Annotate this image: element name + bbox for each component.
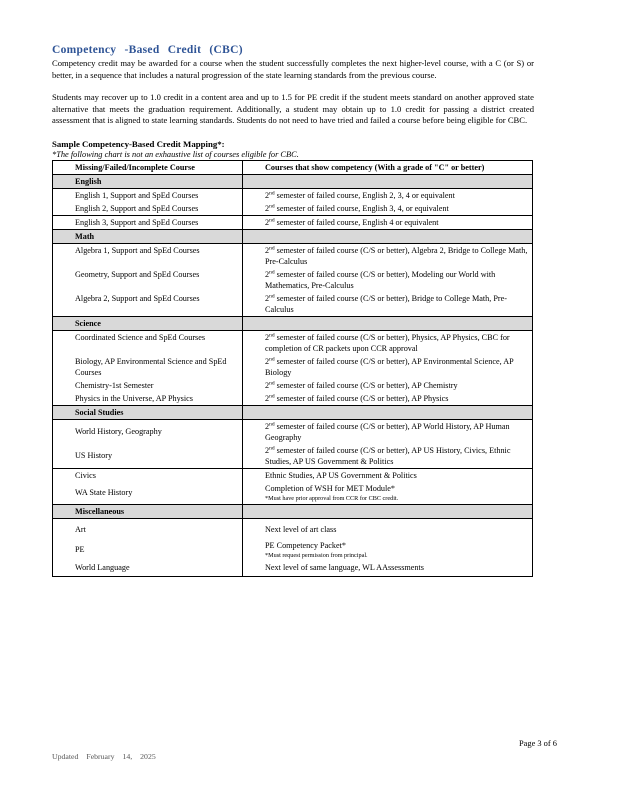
course-cell: Physics in the Universe, AP Physics (53, 392, 243, 406)
competency-cell: 2nd semester of failed course (C/S or better), AP Environmental Science, AP Biology (243, 355, 533, 379)
table-row (53, 561, 533, 577)
section-label: Social Studies (53, 405, 243, 419)
table-header-row (53, 160, 533, 174)
course-cell: Geometry, Support and SpEd Courses (53, 268, 243, 292)
course-cell: Art (53, 518, 243, 536)
course-cell: English 2, Support and SpEd Courses (53, 202, 243, 216)
table-row (53, 392, 533, 406)
competency-cell: Ethnic Studies, AP US Government & Politics (243, 468, 533, 482)
course-cell: Coordinated Science and SpEd Courses (53, 330, 243, 355)
competency-cell: 2nd semester of failed course (C/S or better), AP World History, AP Human Geography (243, 419, 533, 444)
competency-cell: 2nd semester of failed course (C/S or better), Algebra 2, Bridge to College Math, Pre-Calculus (243, 243, 533, 268)
course-cell: Biology, AP Environmental Science and SpEd Courses (53, 355, 243, 379)
table-row (53, 202, 533, 216)
competency-cell: Completion of WSH for MET Module* *Must have prior approval from CCR for CBC credit. (243, 482, 533, 505)
section-label: Math (53, 229, 243, 243)
page-number: Page 3 of 6 (519, 739, 557, 748)
table-row (53, 243, 533, 268)
table-row (53, 268, 533, 292)
section-row-social-studies (53, 405, 533, 419)
course-cell: PE (53, 536, 243, 561)
document-page (52, 44, 534, 577)
course-cell: World History, Geography (53, 419, 243, 444)
cbc-paragraph-2: Students may recover up to 1.0 credit in a content area and up to 1.5 for PE credit if the student meets standard on another approved state alternative that meets the graduation requirement. Additionally, a student may obtain up to 1.0 credit for passing a district created assessment that is aligned to state learning standards. Students do not need to have tried and failed a course before being eligible for CBC. (52, 92, 534, 126)
cbc-paragraph-1: Competency credit may be awarded for a course when the student successfully completes the next higher-level course, with a C (or S) or better, in a sequence that includes a natural progression of the state learning standards from the previous course. (52, 58, 534, 80)
course-cell: World Language (53, 561, 243, 577)
section-row-math (53, 229, 533, 243)
permission-note: *Must request permission from principal. (265, 551, 368, 559)
competency-cell: 2nd semester of failed course, English 2, 3, 4 or equivalent (243, 188, 533, 202)
competency-cell: 2nd semester of failed course (C/S or better), AP US History, Civics, Ethnic Studies, AP US Government & Politics (243, 444, 533, 469)
table-row (53, 330, 533, 355)
course-cell: English 3, Support and SpEd Courses (53, 215, 243, 229)
section-label: Science (53, 316, 243, 330)
table-row (53, 468, 533, 482)
section-row-miscellaneous (53, 504, 533, 518)
competency-cell: 2nd semester of failed course (C/S or better), AP Physics (243, 392, 533, 406)
competency-cell: PE Competency Packet* *Must request permission from principal. (243, 536, 533, 561)
competency-cell: 2nd semester of failed course (C/S or better), Bridge to College Math, Pre-Calculus (243, 292, 533, 317)
table-row (53, 419, 533, 444)
table-row (53, 355, 533, 379)
competency-cell: Next level of art class (243, 518, 533, 536)
mapping-note: *The following chart is not an exhaustive list of courses eligible for CBC. (52, 149, 299, 159)
competency-cell: 2nd semester of failed course (C/S or better), Modeling our World with Mathematics, Pre-Calculus (243, 268, 533, 292)
course-cell: Algebra 2, Support and SpEd Courses (53, 292, 243, 317)
competency-cell: 2nd semester of failed course, English 3, 4, or equivalent (243, 202, 533, 216)
competency-cell: Next level of same language, WL AAssessments (243, 561, 533, 577)
competency-cell: 2nd semester of failed course, English 4 or equivalent (243, 215, 533, 229)
approval-note: *Must have prior approval from CCR for CBC credit. (265, 494, 399, 502)
section-label: Miscellaneous (53, 504, 243, 518)
credit-mapping-table (52, 160, 533, 577)
col-header-course: Missing/Failed/Incomplete Course (53, 160, 243, 174)
course-cell: US History (53, 444, 243, 469)
section-label: English (53, 174, 243, 188)
table-row (53, 188, 533, 202)
table-row (53, 215, 533, 229)
table-row (53, 518, 533, 536)
course-cell: Algebra 1, Support and SpEd Courses (53, 243, 243, 268)
updated-date: Updated February 14, 2025 (52, 752, 156, 761)
course-cell: Chemistry-1st Semester (53, 379, 243, 392)
table-row (53, 444, 533, 469)
table-row (53, 379, 533, 392)
section-row-science (53, 316, 533, 330)
competency-cell: 2nd semester of failed course (C/S or better), Physics, AP Physics, CBC for completion of CR packets upon CCR approval (243, 330, 533, 355)
table-row (53, 536, 533, 561)
competency-cell: 2nd semester of failed course (C/S or better), AP Chemistry (243, 379, 533, 392)
section-row-english (53, 174, 533, 188)
col-header-competency: Courses that show competency (With a grade of "C" or better) (243, 160, 533, 174)
table-row (53, 482, 533, 505)
table-row (53, 292, 533, 317)
course-cell: Civics (53, 468, 243, 482)
mapping-title: Sample Competency-Based Credit Mapping*: (52, 138, 225, 149)
page-title: Competency -Based Credit (CBC) (52, 44, 243, 56)
course-cell: WA State History (53, 482, 243, 505)
course-cell: English 1, Support and SpEd Courses (53, 188, 243, 202)
